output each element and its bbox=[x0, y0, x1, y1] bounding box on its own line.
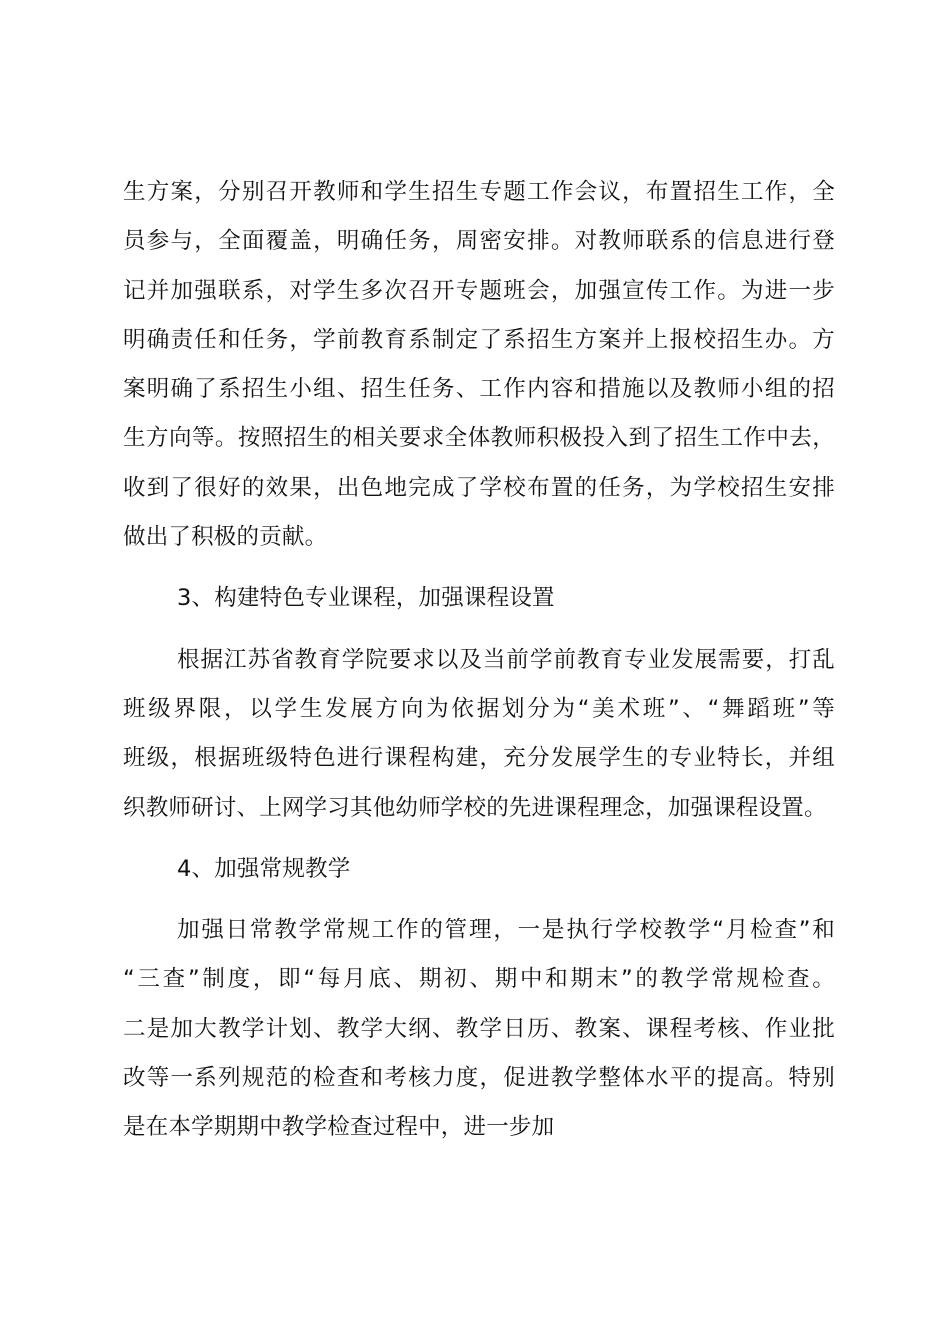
text-line: 是在本学期期中教学检查过程中，进一步加 bbox=[123, 1114, 555, 1141]
text-line: 二是加大教学计划、教学大纲、教学日历、教案、课程考核、作业批 bbox=[123, 1015, 835, 1042]
paragraph-teaching bbox=[123, 906, 835, 1152]
text-line: 班级，根据班级特色进行课程构建，充分发展学生的专业特长，并组 bbox=[123, 745, 835, 772]
text-line: 做出了积极的贡献。 bbox=[123, 524, 328, 551]
text-line: 收到了很好的效果，出色地完成了学校布置的任务，为学校招生安排 bbox=[123, 474, 835, 501]
section-heading-4: 4、加强常规教学 bbox=[177, 855, 351, 882]
paragraph-recruitment bbox=[123, 168, 835, 562]
text-line: 加强日常教学常规工作的管理，一是执行学校教学“月检查”和 bbox=[177, 917, 835, 944]
section-heading-3: 3、构建特色专业课程，加强课程设置 bbox=[177, 585, 555, 612]
text-line: 员参与，全面覆盖，明确任务，周密安排。对教师联系的信息进行登 bbox=[123, 228, 835, 255]
text-line: 生方向等。按照招生的相关要求全体教师积极投入到了招生工作中去， bbox=[123, 425, 835, 452]
document-body bbox=[123, 168, 835, 1153]
text-line: 案明确了系招生小组、招生任务、工作内容和措施以及教师小组的招 bbox=[123, 376, 835, 403]
text-line: 织教师研讨、上网学习其他幼师学校的先进课程理念，加强课程设置。 bbox=[123, 794, 827, 821]
text-line: “三查”制度，即“每月底、期初、期中和期末”的教学常规检查。 bbox=[123, 966, 835, 993]
paragraph-curriculum bbox=[123, 636, 835, 833]
text-line: 班级界限，以学生发展方向为依据划分为“美术班”、“舞蹈班”等 bbox=[123, 695, 835, 722]
text-line: 根据江苏省教育学院要求以及当前学前教育专业发展需要，打乱 bbox=[177, 646, 835, 673]
text-line: 改等一系列规范的检查和考核力度，促进教学整体水平的提高。特别 bbox=[123, 1065, 835, 1092]
text-line: 记并加强联系，对学生多次召开专题班会，加强宣传工作。为进一步 bbox=[123, 277, 835, 304]
text-line: 生方案，分别召开教师和学生招生专题工作会议，布置招生工作，全 bbox=[123, 179, 835, 205]
text-line: 明确责任和任务，学前教育系制定了系招生方案并上报校招生办。方 bbox=[123, 326, 835, 353]
